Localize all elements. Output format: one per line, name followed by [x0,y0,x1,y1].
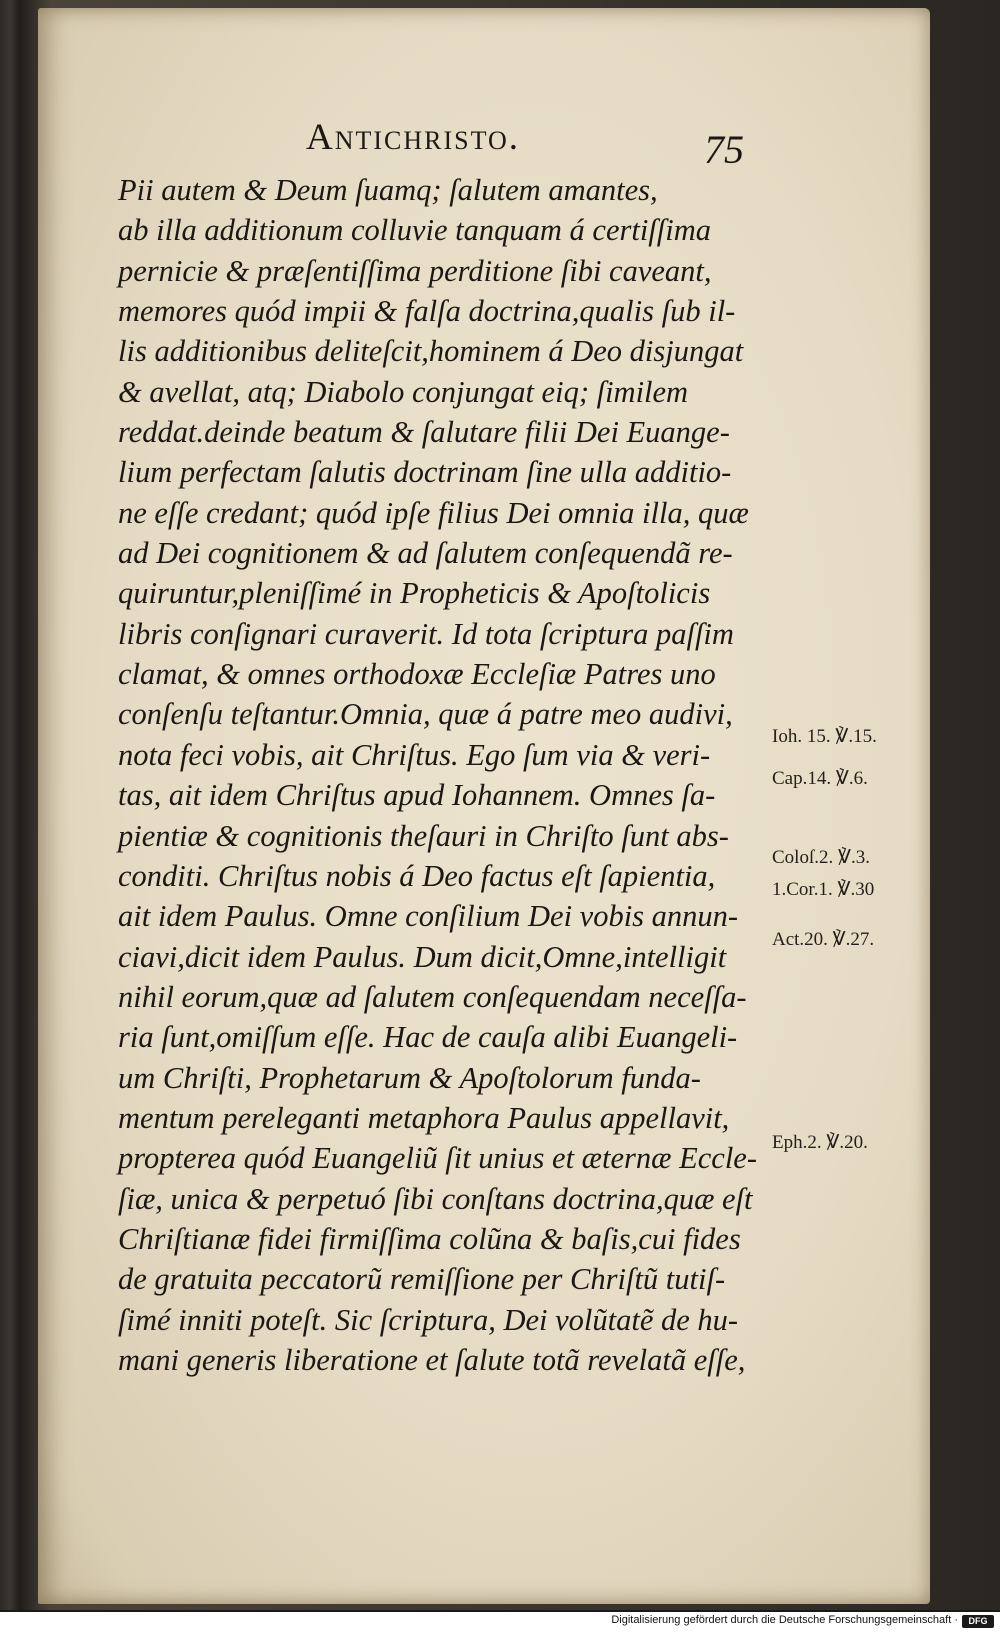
text-line: conſenſu teſtantur.Omnia, quæ á patre meo audivi, [118,697,733,732]
text-line: lium perfectam ſalutis doctrinam ſine ulla additio- [118,455,732,490]
margin-reference: Ioh. 15. ℣.15. [772,726,877,747]
text-line: lis additionibus deliteſcit,hominem á Deo disjungat [118,334,744,369]
text-line: ne eſſe credant; quód ipſe filius Dei omnia illa, quæ [118,495,749,530]
text-line: mentum pereleganti metaphora Paulus appellavit, [118,1100,730,1135]
margin-reference: 1.Cor.1. ℣.30 [772,879,875,900]
text-line: pientiæ & cognitionis theſauri in Chriſto ſunt abs- [118,818,729,853]
body-text [118,170,768,1380]
running-head: Antichristo. [306,117,521,158]
dfg-logo: DFG [962,1615,994,1628]
text-line: ab illa additionum colluvie tanquam á certiſſima [118,213,711,248]
text-line: quiruntur,pleniſſimé in Propheticis & Apoſtolicis [118,576,711,611]
text-line: ſimé inniti poteſt. Sic ſcriptura, Dei volũtatẽ de hu- [118,1302,739,1337]
footer-bar [0,1612,1000,1632]
text-line: clamat, & omnes orthodoxæ Eccleſiæ Patres uno [118,657,716,692]
text-line: propterea quód Euangeliũ ſit unius et æternæ Eccle- [118,1141,757,1176]
text-line: Pii autem & Deum ſuamq; ſalutem amantes, [118,173,658,207]
text-line: de gratuita peccatorũ remiſſione per Chriſtũ tutiſ- [118,1262,726,1297]
text-line: ad Dei cognitionem & ad ſalutem conſequendã re- [118,536,733,571]
margin-reference: Cap.14. ℣.6. [772,768,868,789]
funding-credit: Digitalisierung gefördert durch die Deutsche Forschungsgemeinschaft · [611,1614,958,1626]
text-line: ciavi,dicit idem Paulus. Dum dicit,Omne,intelligit [118,939,727,974]
text-line: nihil eorum,quæ ad ſalutem conſequendam neceſſa- [118,979,747,1014]
margin-reference: Act.20. ℣.27. [772,929,875,950]
text-line: memores quód impii & falſa doctrina,qualis ſub il- [118,294,736,329]
margin-reference: Eph.2. ℣.20. [772,1132,868,1153]
text-line: ait idem Paulus. Omne conſilium Dei vobis annun- [118,899,739,934]
text-line: conditi. Chriſtus nobis á Deo factus eſt ſapientia, [118,858,716,893]
text-line: mani generis liberatione et ſalute totã revelatã eſſe, [118,1342,746,1377]
text-line: tas, ait idem Chriſtus apud Iohannem. Omnes ſa- [118,778,716,813]
text-line: ſiæ, unica & perpetuó ſibi conſtans doctrina,quæ eſt [118,1181,753,1216]
text-line: pernicie & præſentiſſima perditione ſibi caveant, [118,253,712,288]
text-line: nota feci vobis, ait Chriſtus. Ego ſum via & veri- [118,737,711,772]
text-line: ria ſunt,omiſſum eſſe. Hac de cauſa alibi Euangeli- [118,1020,738,1055]
text-line: & avellat, atq; Diabolo conjungat eiq; ſimilem [118,374,689,409]
page-number: 75 [704,127,744,172]
text-line: um Chriſti, Prophetarum & Apoſtolorum funda- [118,1060,701,1095]
text-line: Chriſtianæ fidei firmiſſima colũna & baſis,cui fides [118,1221,741,1256]
text-line: reddat.deinde beatum & ſalutare filii Dei Euange- [118,415,730,450]
text-line: libris conſignari curaverit. Id tota ſcriptura paſſim [118,616,734,651]
margin-reference: Coloſ.2. ℣.3. [772,847,870,868]
book-page [38,8,930,1604]
